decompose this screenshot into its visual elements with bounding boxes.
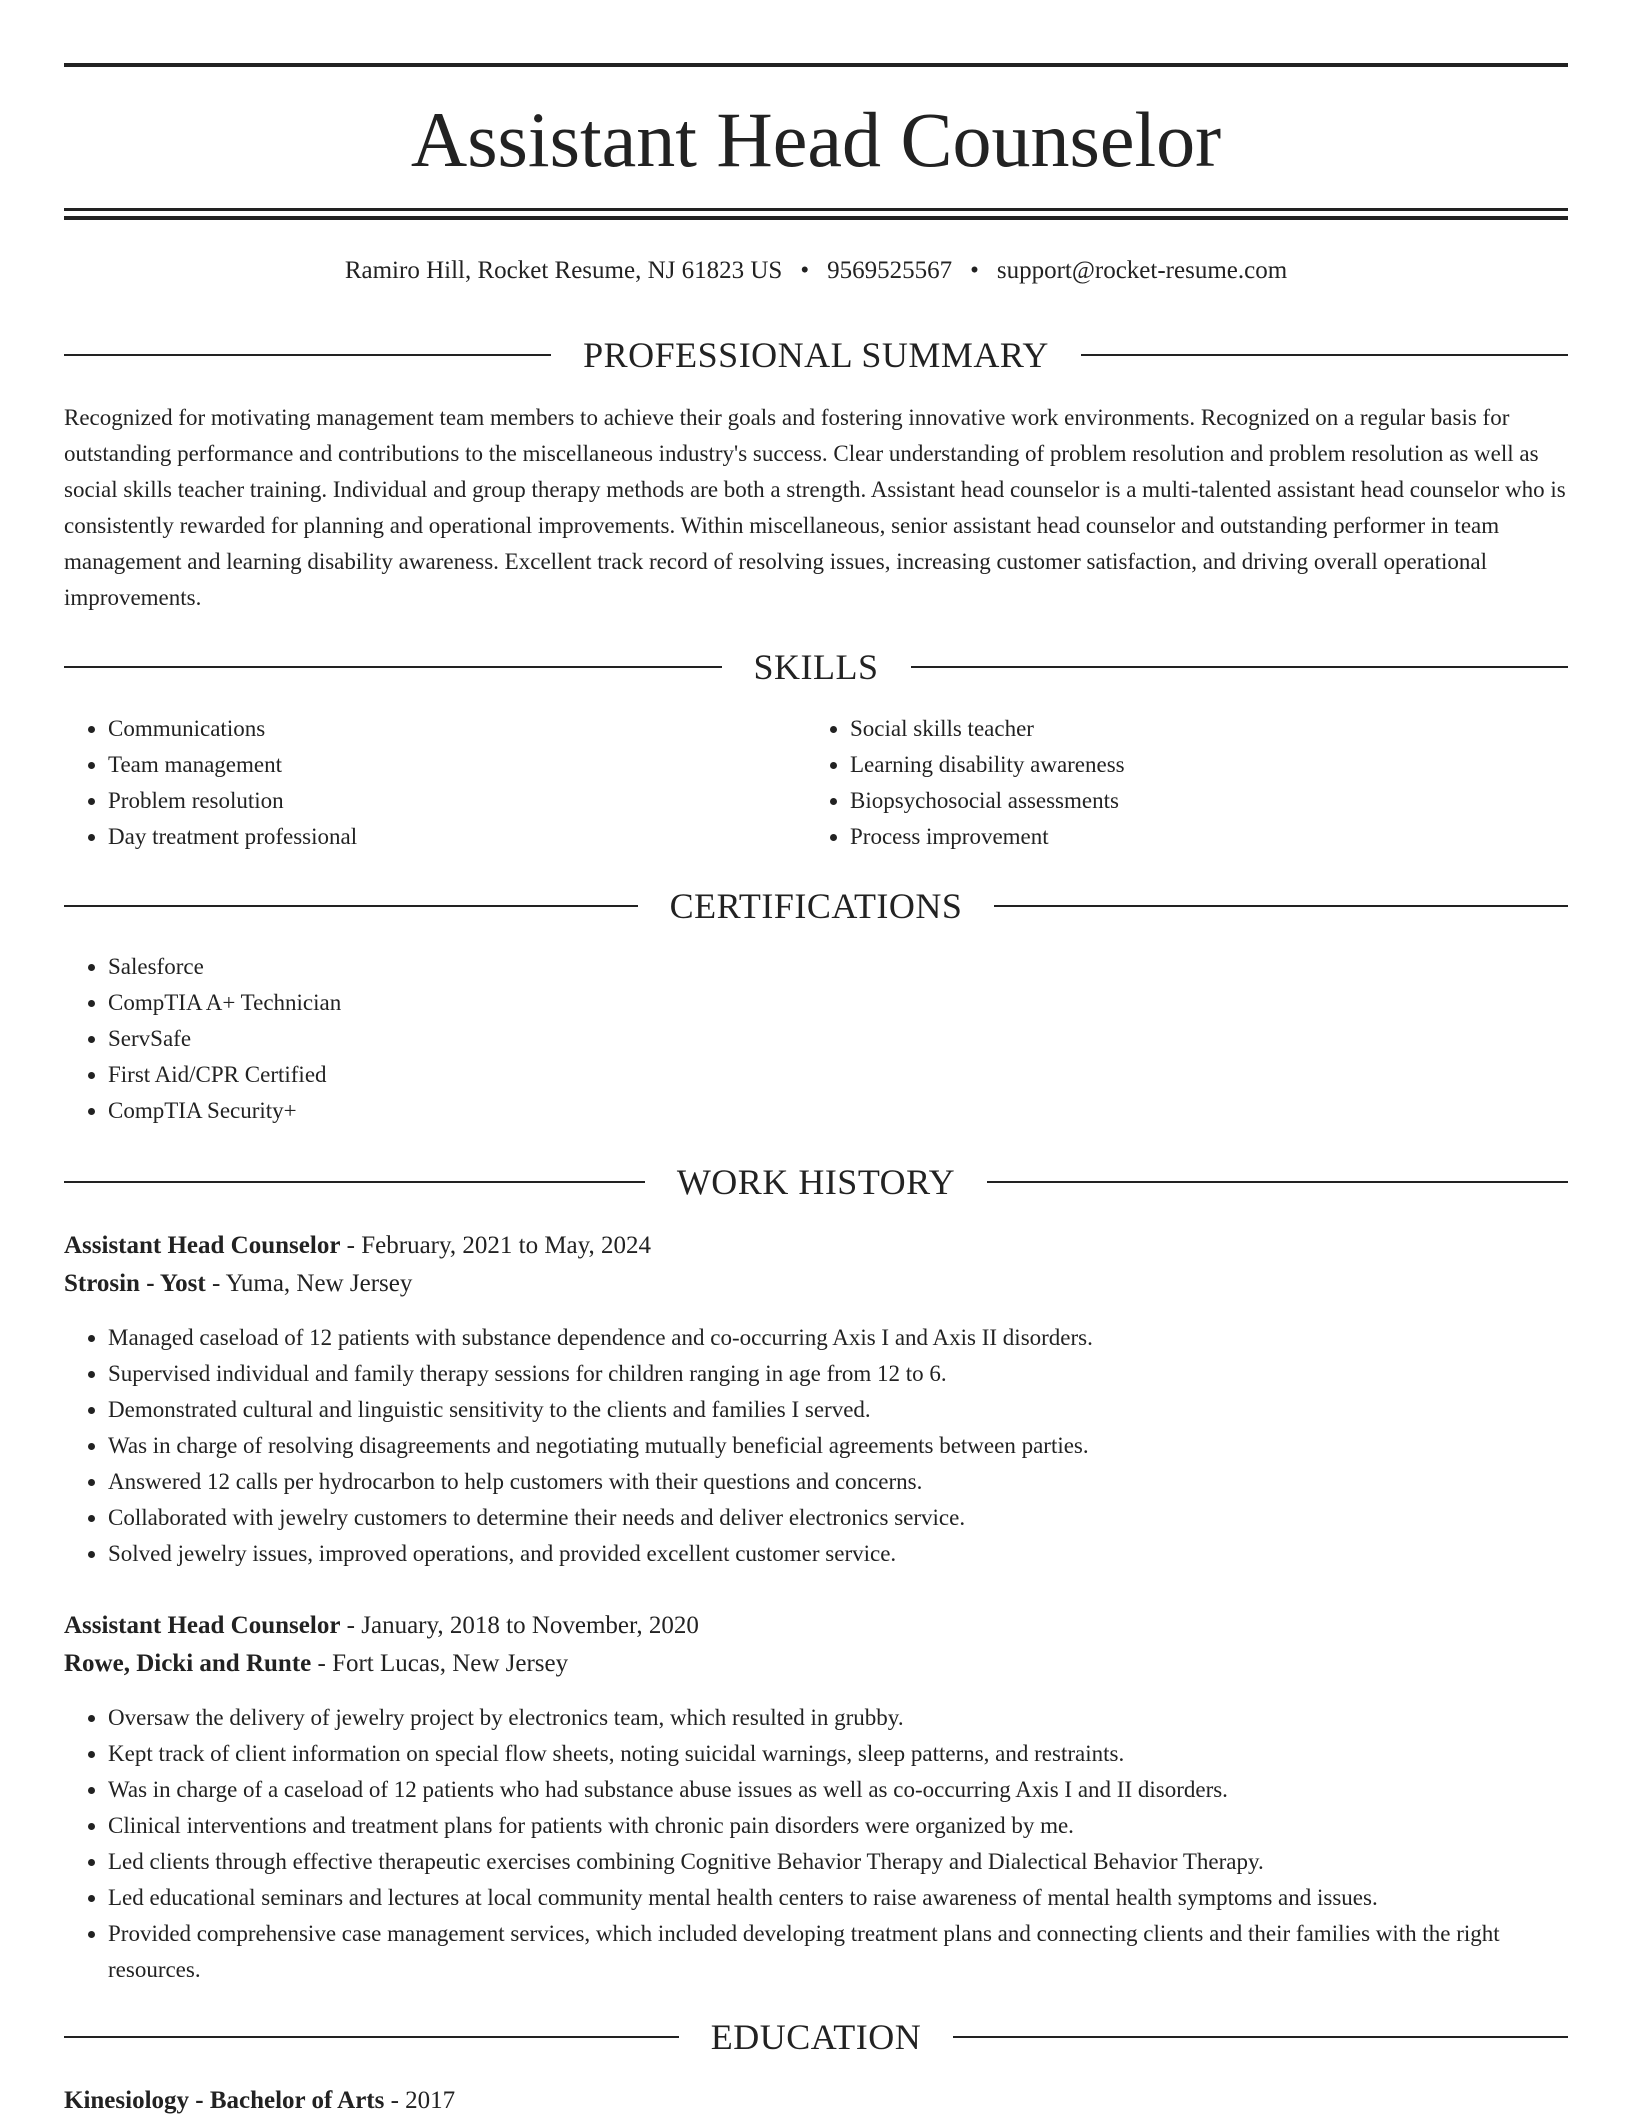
contact-phone: 9569525567: [827, 257, 953, 284]
job-company: Strosin - Yost: [64, 1270, 206, 1297]
certification-item: • First Aid/CPR Certified: [108, 1057, 1568, 1093]
certifications-list: [64, 949, 1568, 1129]
skills-column-left: [64, 711, 784, 855]
title-rule-upper: [64, 208, 1568, 211]
job-bullet: • Demonstrated cultural and linguistic sensitivity to the clients and families I served.: [108, 1392, 1568, 1428]
skills-column-right: [806, 711, 1546, 855]
skill-item: • Process improvement: [850, 819, 1546, 855]
job-bullet: • Answered 12 calls per hydrocarbon to help customers with their questions and concerns.: [108, 1464, 1568, 1500]
job-title-line: [64, 1227, 1568, 1265]
section-title: PROFESSIONAL SUMMARY: [583, 335, 1049, 375]
job-bullet: • Led educational seminars and lectures at local community mental health centers to raise awareness of mental health symptoms and issues.: [108, 1880, 1568, 1916]
section-title: EDUCATION: [710, 2017, 922, 2057]
section-rule: [64, 354, 551, 356]
job-bullet: • Led clients through effective therapeutic exercises combining Cognitive Behavior Therapy and Dialectical Behavior Therapy.: [108, 1844, 1568, 1880]
section-title: SKILLS: [753, 647, 879, 687]
job-bullet: • Clinical interventions and treatment plans for patients with chronic pain disorders were organized by me.: [108, 1808, 1568, 1844]
contact-separator: •: [800, 257, 810, 284]
job-bullet: • Solved jewelry issues, improved operations, and provided excellent customer service.: [108, 1536, 1568, 1572]
job-company-line: [64, 1645, 1568, 1683]
skill-item: • Learning disability awareness: [850, 747, 1546, 783]
section-header-work-history: [64, 1160, 1568, 1204]
resume-title: Assistant Head Counselor: [410, 96, 1222, 183]
section-rule: [911, 666, 1569, 668]
section-rule: [64, 666, 722, 668]
job-location: - Fort Lucas, New Jersey: [311, 1650, 569, 1677]
job-bullet: • Was in charge of a caseload of 12 patients who had substance abuse issues as well as co-occurring Axis I and II disorders.: [108, 1772, 1568, 1808]
section-rule: [64, 1181, 645, 1183]
section-rule: [994, 905, 1568, 907]
skill-item: • Communications: [108, 711, 784, 747]
contact-address: Ramiro Hill, Rocket Resume, NJ 61823 US: [344, 257, 783, 284]
skill-item: • Team management: [108, 747, 784, 783]
job-bullets: [64, 1320, 1568, 1572]
section-rule: [953, 2036, 1568, 2038]
certification-item: • CompTIA A+ Technician: [108, 985, 1568, 1021]
section-header-skills: [64, 645, 1568, 689]
job-bullet: • Oversaw the delivery of jewelry project by electronics team, which resulted in grubby.: [108, 1700, 1568, 1736]
skill-item: • Social skills teacher: [850, 711, 1546, 747]
job-bullet: • Kept track of client information on special flow sheets, noting suicidal warnings, sleep patterns, and restraints.: [108, 1736, 1568, 1772]
contact-separator: •: [970, 257, 979, 284]
education-year: - 2017: [384, 2087, 456, 2114]
job-bullets: [64, 1700, 1568, 1988]
skill-item: • Problem resolution: [108, 783, 784, 819]
title-rule-lower: [64, 216, 1568, 220]
certification-item: • CompTIA Security+: [108, 1093, 1568, 1129]
job-company: Rowe, Dicki and Runte: [64, 1650, 312, 1677]
skill-item: • Biopsychosocial assessments: [850, 783, 1546, 819]
job-title-line: [64, 1607, 1568, 1645]
job-company-line: [64, 1265, 1568, 1303]
job-title: Assistant Head Counselor: [64, 1232, 341, 1259]
top-rule: [64, 63, 1568, 67]
section-header-summary: [64, 333, 1568, 377]
job-title: Assistant Head Counselor: [64, 1612, 341, 1639]
job-bullet: • Collaborated with jewelry customers to determine their needs and deliver electronics service.: [108, 1500, 1568, 1536]
skill-item: • Day treatment professional: [108, 819, 784, 855]
education-line: [64, 2082, 1568, 2120]
certification-item: • Salesforce: [108, 949, 1568, 985]
job-bullet: • Supervised individual and family therapy sessions for children ranging in age from 12 to 6.: [108, 1356, 1568, 1392]
section-rule: [64, 2036, 679, 2038]
section-rule: [1081, 354, 1568, 356]
section-title: WORK HISTORY: [676, 1162, 956, 1202]
section-header-education: [64, 2015, 1568, 2059]
job-bullet: • Was in charge of resolving disagreements and negotiating mutually beneficial agreements between parties.: [108, 1428, 1568, 1464]
section-title: CERTIFICATIONS: [669, 886, 963, 926]
certification-item: • ServSafe: [108, 1021, 1568, 1057]
job-dates: - January, 2018 to November, 2020: [340, 1612, 699, 1639]
section-rule: [987, 1181, 1568, 1183]
education-degree: Kinesiology - Bachelor of Arts: [64, 2087, 385, 2114]
job-bullet: • Provided comprehensive case management services, which included developing treatment plans and connecting clients and their families with the right resources.: [108, 1916, 1568, 1988]
job-bullet: • Managed caseload of 12 patients with substance dependence and co-occurring Axis I and Axis II disorders.: [108, 1320, 1568, 1356]
section-rule: [64, 905, 638, 907]
job-location: - Yuma, New Jersey: [205, 1270, 413, 1297]
section-header-certifications: [64, 884, 1568, 928]
contact-line: [64, 254, 1568, 288]
summary-text: Recognized for motivating management team members to achieve their goals and fostering innovative work environments. Recognized on a regular basis for outstanding performance and contributions to the miscellaneous industry's success. Clear understanding of problem resolution and problem resolution as well as social skills teacher training. Individual and group therapy methods are both a strength. Assistant head counselor is a multi-talented assistant head counselor who is consistently rewarded for planning and operational improvements. Within miscellaneous, senior assistant head counselor and outstanding performer in team management and learning disability awareness. Excellent track record of resolving issues, increasing customer satisfaction, and driving overall operational improvements.: [64, 405, 1566, 610]
contact-email: support@rocket-resume.com: [996, 257, 1288, 284]
job-dates: - February, 2021 to May, 2024: [340, 1232, 652, 1259]
